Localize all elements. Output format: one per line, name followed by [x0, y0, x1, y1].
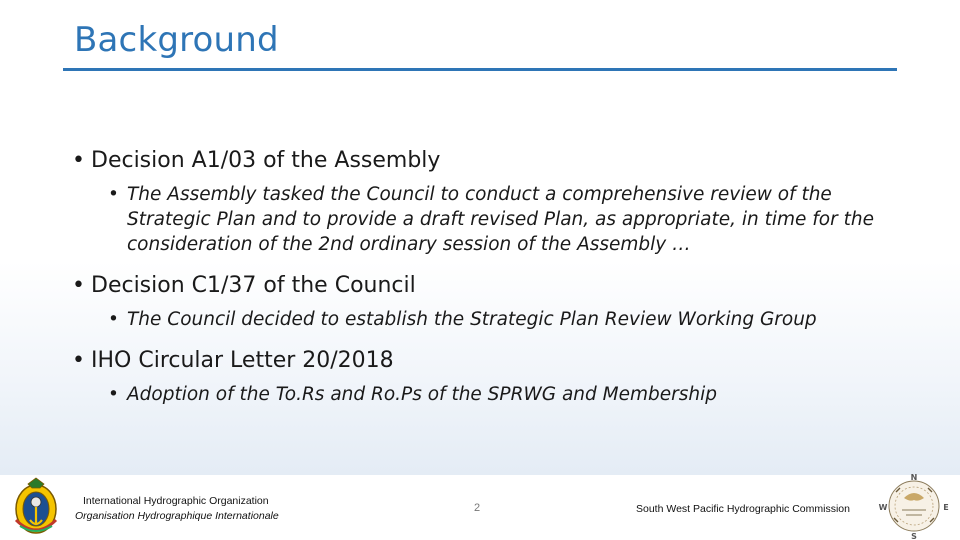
sub-bullet-council-decided [108, 307, 892, 332]
bullet-decision-a1-03 [72, 146, 892, 176]
page-number: 2 [474, 502, 481, 514]
compass-north-label: N [910, 473, 918, 482]
org-name-french: Organisation Hydrographique Internationale [75, 510, 279, 522]
compass-east-label: E [943, 503, 949, 512]
bullet-marker: • [72, 348, 85, 373]
bullet-marker: • [108, 309, 119, 330]
bullet-text: Decision A1/03 of the Assembly [91, 148, 441, 173]
sub-bullet-assembly-tasked [108, 182, 892, 257]
slide-title: Background [74, 20, 279, 60]
sub-bullet-text: Adoption of the To.Rs and Ro.Ps of the SPRWG and Membership [127, 384, 717, 405]
bullet-marker: • [72, 148, 85, 173]
bullet-decision-c1-37 [72, 271, 892, 301]
commission-name: South West Pacific Hydrographic Commission [636, 503, 850, 515]
bullet-marker: • [72, 273, 85, 298]
title-underline [63, 68, 897, 71]
slide-content [72, 146, 892, 421]
bullet-marker: • [108, 184, 119, 205]
swphc-compass-logo-icon [878, 472, 950, 540]
bullet-marker: • [108, 384, 119, 405]
sub-bullet-text: The Council decided to establish the Strategic Plan Review Working Group [127, 309, 817, 330]
compass-west-label: W [878, 503, 888, 512]
bullet-text: IHO Circular Letter 20/2018 [91, 348, 394, 373]
iho-emblem-icon [10, 476, 62, 538]
bullet-iho-circular-letter [72, 346, 892, 376]
compass-south-label: S [911, 532, 917, 540]
org-name-english: International Hydrographic Organization [83, 495, 269, 507]
bullet-text: Decision C1/37 of the Council [91, 273, 416, 298]
sub-bullet-adoption [108, 382, 892, 407]
sub-bullet-text: The Assembly tasked the Council to conduct a comprehensive review of the Strategic Plan and to provide a draft revised Plan, as appropriate, in time for the consideration of the 2nd ordinary session of the Assembly … [127, 184, 874, 255]
